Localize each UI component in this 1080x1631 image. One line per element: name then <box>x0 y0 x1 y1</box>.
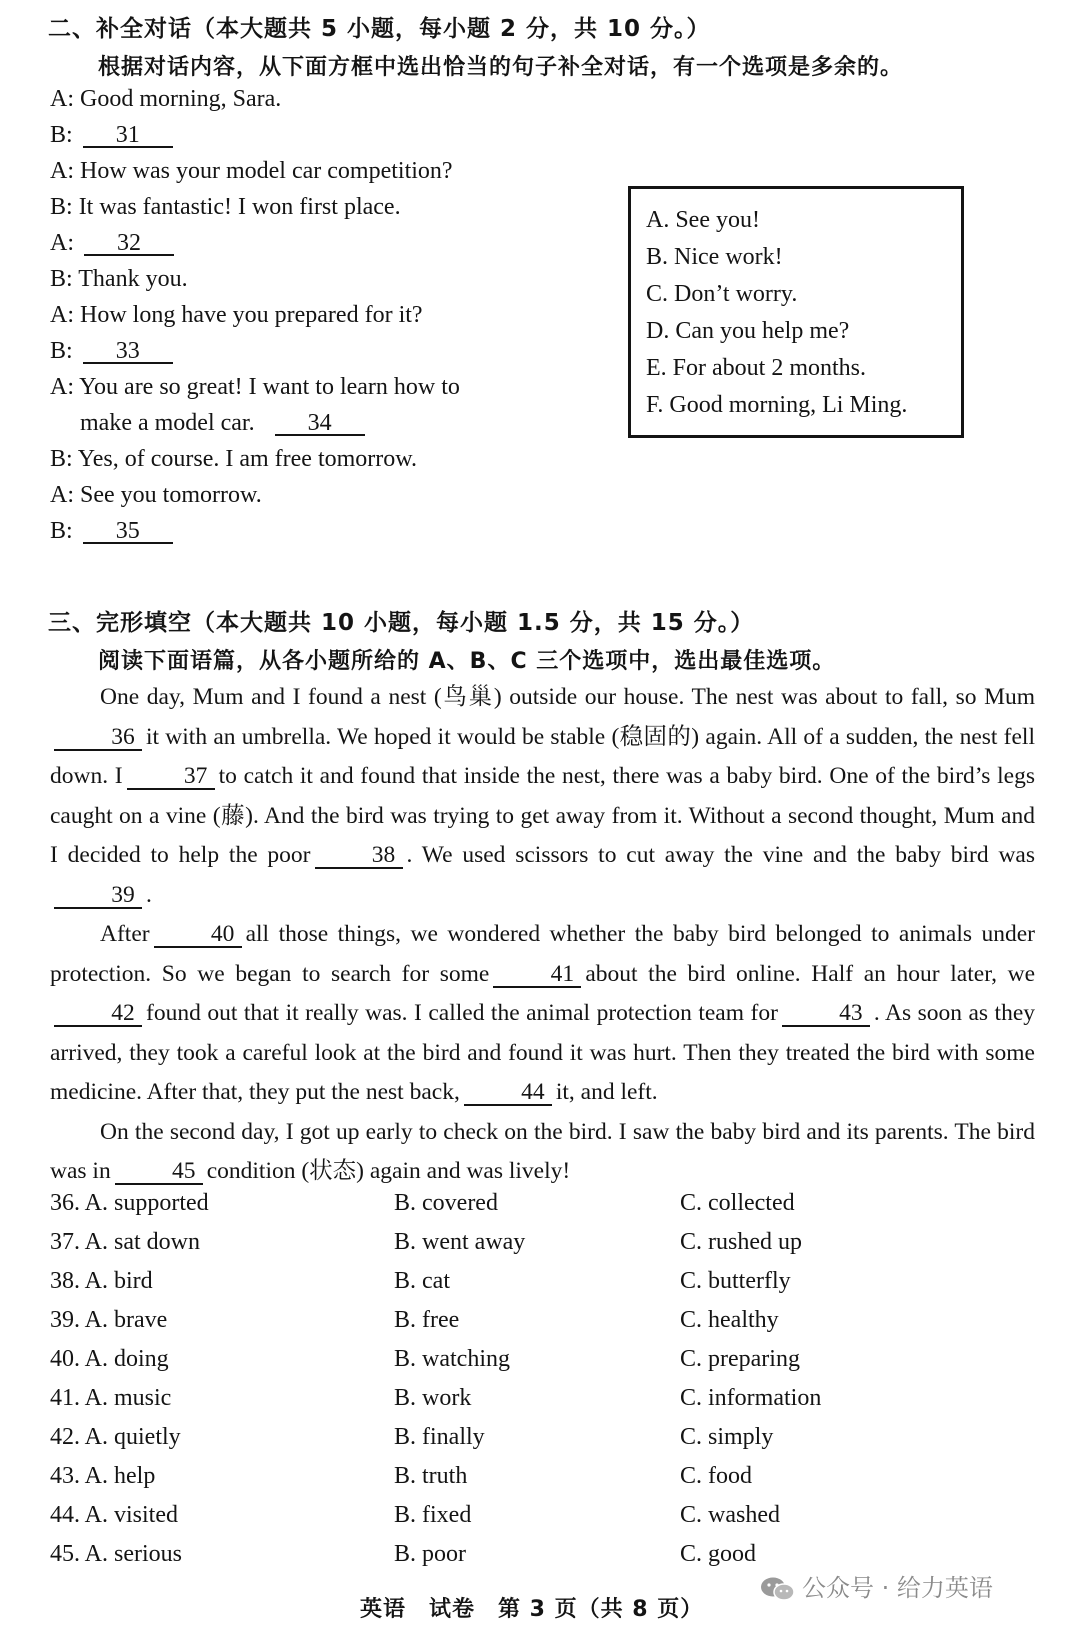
choice-option[interactable]: C. preparing <box>680 1346 800 1372</box>
option-item: B. Nice work! <box>646 244 783 270</box>
choice-option[interactable]: B. finally <box>394 1424 485 1450</box>
choice-option[interactable]: C. washed <box>680 1502 780 1528</box>
answer-blank[interactable]: 45 <box>115 1159 203 1185</box>
answer-blank[interactable]: 31 <box>83 124 173 148</box>
choice-option[interactable]: B. watching <box>394 1346 510 1372</box>
page-footer: 英语 试卷 第 3 页（共 8 页） <box>360 1597 704 1622</box>
answer-blank[interactable]: 37 <box>127 764 215 790</box>
dialogue-line: B: 33 <box>50 338 177 365</box>
dialogue-line: B: Yes, of course. I am free tomorrow. <box>50 446 418 472</box>
choice-option[interactable]: B. poor <box>394 1541 466 1567</box>
answer-blank[interactable]: 41 <box>493 962 581 988</box>
choice-option[interactable]: 39. A. brave <box>50 1307 168 1333</box>
dialogue-line: A: See you tomorrow. <box>50 482 262 508</box>
choice-option[interactable]: C. good <box>680 1541 757 1567</box>
choice-option[interactable]: 43. A. help <box>50 1463 156 1489</box>
cloze-paragraph: After 40 all those things, we wondered whether the baby bird belonged to animals under protection. So we began to search for some 41 about the bird online. Half an hour later, we42 found out that it really was. I called the animal protection team for 43 . As soon as they arrived, they took a careful look at the bird and found it was hurt. Then they treated the bird with some medicine. After that, they put the nest back, 44 it, and left. <box>50 921 1035 1105</box>
choice-option[interactable]: C. information <box>680 1385 822 1411</box>
choice-option[interactable]: C. butterfly <box>680 1268 791 1294</box>
choice-option[interactable]: 40. A. doing <box>50 1346 169 1372</box>
dialogue-line: A: 32 <box>50 230 178 257</box>
answer-blank[interactable]: 34 <box>275 412 365 436</box>
dialogue-line: A: How long have you prepared for it? <box>50 302 423 328</box>
choice-option[interactable]: 38. A. bird <box>50 1268 153 1294</box>
choice-option[interactable]: B. went away <box>394 1229 526 1255</box>
option-item: D. Can you help me? <box>646 318 850 344</box>
choice-option[interactable]: B. work <box>394 1385 472 1411</box>
dialogue-line: A: You are so great! I want to learn how to <box>50 374 460 400</box>
dialogue-line: B: Thank you. <box>50 266 188 292</box>
section3-instruction: 阅读下面语篇，从各小题所给的 A、B、C 三个选项中，选出最佳选项。 <box>98 649 836 674</box>
dialogue-line: B: It was fantastic! I won first place. <box>50 194 401 220</box>
option-item: E. For about 2 months. <box>646 355 866 381</box>
choice-option[interactable]: 44. A. visited <box>50 1502 179 1528</box>
option-item: A. See you! <box>646 207 760 233</box>
answer-blank[interactable]: 36 <box>54 725 142 751</box>
option-item: F. Good morning, Li Ming. <box>646 392 908 418</box>
choice-option[interactable]: B. fixed <box>394 1502 472 1528</box>
choice-option[interactable]: B. covered <box>394 1190 498 1216</box>
cloze-passage <box>50 678 1035 1192</box>
answer-blank[interactable]: 43 <box>782 1001 870 1027</box>
section2-instruction: 根据对话内容，从下面方框中选出恰当的句子补全对话，有一个选项是多余的。 <box>98 55 904 80</box>
choice-option[interactable]: C. healthy <box>680 1307 779 1333</box>
dialogue-line: A: How was your model car competition? <box>50 158 453 184</box>
answer-blank[interactable]: 38 <box>315 843 403 869</box>
answer-blank[interactable]: 40 <box>154 922 242 948</box>
section3-heading: 三、完形填空（本大题共 10 小题，每小题 1.5 分，共 15 分。） <box>48 610 755 636</box>
choice-option[interactable]: 37. A. sat down <box>50 1229 200 1255</box>
watermark: 公众号 · 给力英语 <box>760 1568 993 1603</box>
cloze-paragraph: On the second day, I got up early to check on the bird. I saw the baby bird and its parents. The bird was in 45 condition (状态) again and was lively! <box>50 1118 1035 1184</box>
choice-option[interactable]: 45. A. serious <box>50 1541 182 1567</box>
cloze-paragraph: One day, Mum and I found a nest (鸟巢) outside our house. The nest was about to fall, so Mum36 it with an umbrella. We hoped it would be stable (稳固的) again. All of a sudden, the nest fell down. I 37 to catch it and found that inside the nest, there was a baby bird. One of the bird’s legs caught on a vine (藤). And the bird was trying to get away from it. Without a second thought, Mum and I decided to help the poor 38 . We used scissors to cut away the vine and the baby bird was39 . <box>50 684 1036 908</box>
answer-blank[interactable]: 44 <box>464 1080 552 1106</box>
choice-option[interactable]: B. cat <box>394 1268 450 1294</box>
wechat-icon <box>760 1576 796 1602</box>
dialogue-line: make a model car. 34 <box>80 410 369 437</box>
answer-blank[interactable]: 42 <box>54 1001 142 1027</box>
answer-blank[interactable]: 35 <box>83 520 173 544</box>
choice-option[interactable]: C. collected <box>680 1190 795 1216</box>
answer-blank[interactable]: 32 <box>84 232 174 256</box>
choice-option[interactable]: C. rushed up <box>680 1229 802 1255</box>
dialogue-line: B: 35 <box>50 518 177 545</box>
section2-heading: 二、补全对话（本大题共 5 小题，每小题 2 分，共 10 分。） <box>48 16 711 42</box>
options-box <box>628 186 964 438</box>
option-item: C. Don’t worry. <box>646 281 798 307</box>
answer-blank[interactable]: 39 <box>54 883 142 909</box>
choice-option[interactable]: 41. A. music <box>50 1385 172 1411</box>
answer-blank[interactable]: 33 <box>83 340 173 364</box>
choice-option[interactable]: 36. A. supported <box>50 1190 209 1216</box>
choice-option[interactable]: C. simply <box>680 1424 774 1450</box>
dialogue-line: B: 31 <box>50 122 177 149</box>
choice-option[interactable]: B. free <box>394 1307 460 1333</box>
dialogue-line: A: Good morning, Sara. <box>50 86 282 112</box>
choice-option[interactable]: C. food <box>680 1463 752 1489</box>
choice-option[interactable]: B. truth <box>394 1463 468 1489</box>
choice-option[interactable]: 42. A. quietly <box>50 1424 181 1450</box>
